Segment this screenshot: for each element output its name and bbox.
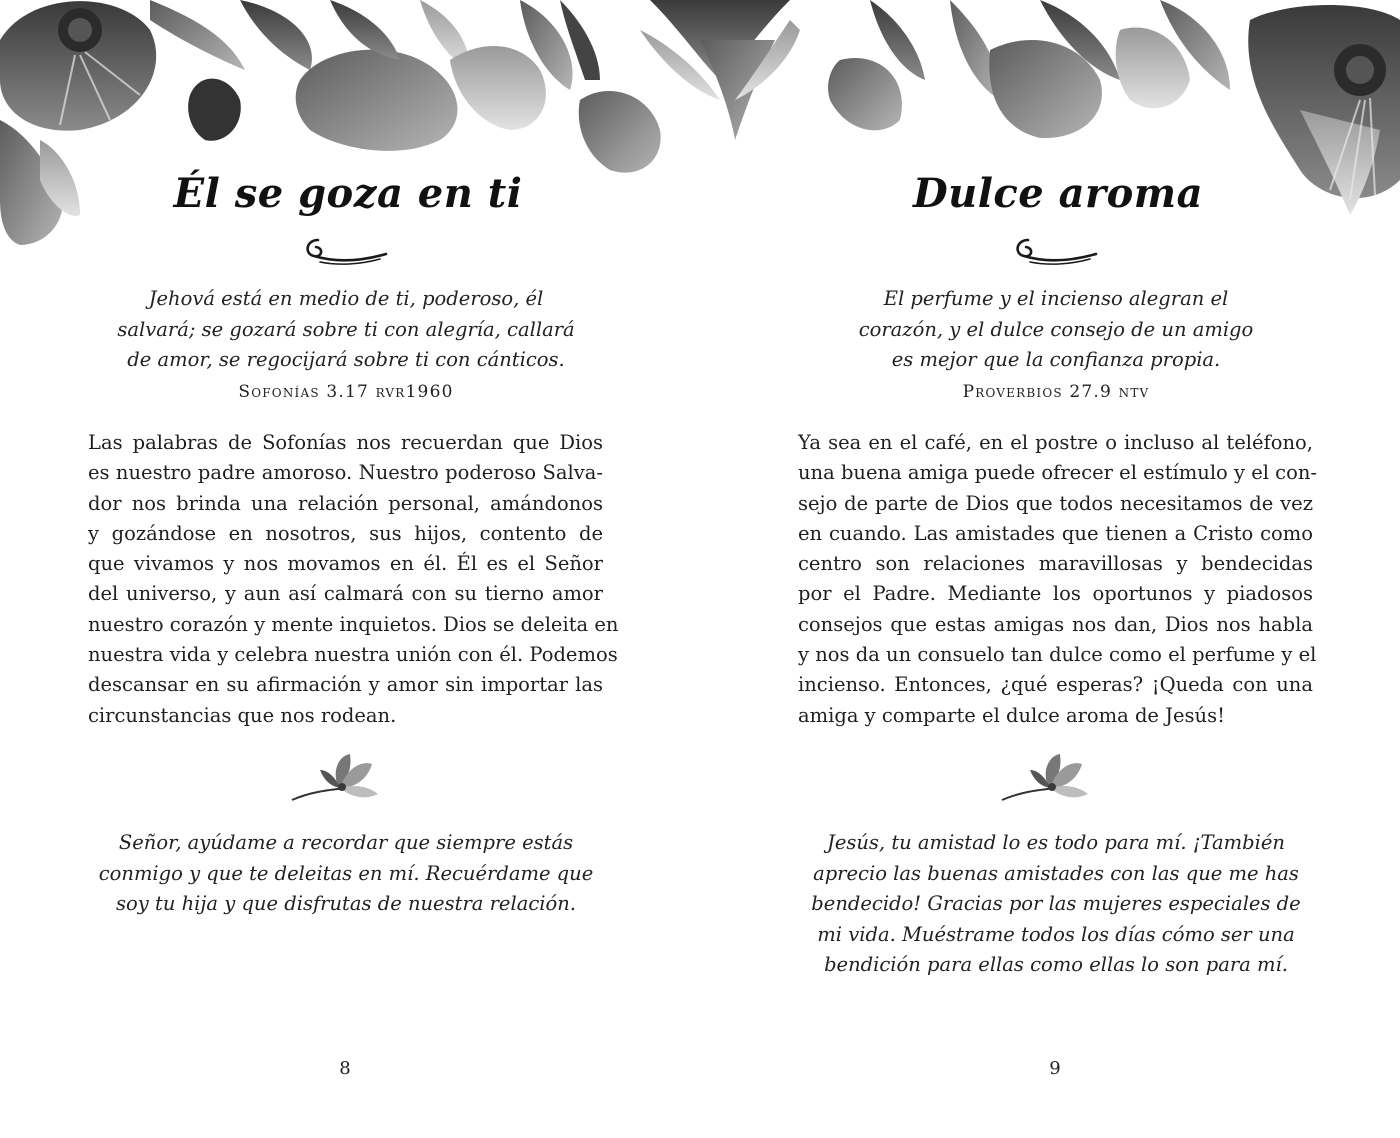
body-line: y gozándose en nosotros, sus hijos, contento de [88,521,603,545]
scripture-reference: Proverbios 27.9 ntv [962,382,1150,402]
prayer-line: bendición para ellas como ellas lo son para mí. [824,953,1288,976]
small-flower-ornament-icon [288,748,384,812]
prayer-line: conmigo y que te deleitas en mí. Recuérdame que [98,861,594,885]
body-line: y nos da un consuelo tan dulce como el perfume y el [798,643,1317,667]
body-line: Ya sea en el café, en el postre o incluso al teléfono, [798,431,1313,454]
body-line: circunstancias que nos rodean. [88,703,397,727]
page-title: Dulce aroma [912,170,1204,217]
scripture-verse [86,284,606,376]
body-line: amiga y comparte el dulce aroma de Jesús! [798,703,1225,727]
scripture-reference: Sofonías 3.17 rvr1960 [238,382,454,402]
body-line: centro son relaciones maravillosas y bendecidas [798,552,1313,576]
prayer-line: Jesús, tu amistad lo es todo para mí. ¡También [827,831,1285,854]
body-line: descansar en su afirmación y amor sin importar las [88,673,603,697]
body-line: que vivamos y nos movamos en él. Él es el Señor [88,552,603,576]
prayer-line: Señor, ayúdame a recordar que siempre estás [118,831,574,854]
right-page [700,0,1400,1138]
prayer-text [800,828,1312,981]
prayer-line: mi vida. Muéstrame todos los días cómo ser una [817,922,1295,946]
prayer-text [86,828,606,920]
body-line: en cuando. Las amistades que tienen a Cristo como [798,521,1313,545]
verse-line: El perfume y el incienso alegran el [883,287,1229,310]
body-line: por el Padre. Mediante los oportunos y piadosos [798,582,1313,606]
swash-ornament-icon [300,232,390,266]
body-line: incienso. Entonces, ¿qué esperas? ¡Queda con una [798,673,1313,697]
page-title: Él se goza en ti [173,170,523,217]
body-line: nuestro corazón y mente inquietos. Dios se deleita en [88,612,619,636]
body-line: una buena amiga puede ofrecer el estímulo y el con- [798,461,1317,485]
scripture-verse [800,284,1312,376]
page-number: 8 [339,1058,351,1079]
prayer-line: soy tu hija y que disfrutas de nuestra relación. [116,892,576,915]
small-flower-ornament-icon [998,748,1094,812]
body-line: del universo, y aun así calmará con su tierno amor [88,582,603,606]
verse-line: de amor, se regocijará sobre ti con cánticos. [127,348,565,371]
devotional-text [88,428,619,731]
body-line: Las palabras de Sofonías nos recuerdan que Dios [88,431,603,454]
verse-line: es mejor que la confianza propia. [891,348,1221,371]
verse-line: salvará; se gozará sobre ti con alegría, callará [117,317,575,341]
prayer-line: aprecio las buenas amistades con las que me has [813,861,1299,885]
verse-line: corazón, y el dulce consejo de un amigo [858,317,1254,341]
body-line: es nuestro padre amoroso. Nuestro poderoso Salva- [88,461,603,485]
devotional-text [798,428,1317,731]
page-number: 9 [1049,1058,1061,1079]
body-line: dor nos brinda una relación personal, amándonos [88,491,603,515]
body-line: nuestra vida y celebra nuestra unión con él. Podemos [88,643,618,667]
verse-line: Jehová está en medio de ti, poderoso, él [148,287,544,310]
prayer-line: bendecido! Gracias por las mujeres especiales de [811,892,1301,915]
body-line: sejo de parte de Dios que todos necesitamos de vez [798,491,1313,515]
swash-ornament-icon [1010,232,1100,266]
body-line: consejos que estas amigas nos dan, Dios nos habla [798,612,1313,636]
